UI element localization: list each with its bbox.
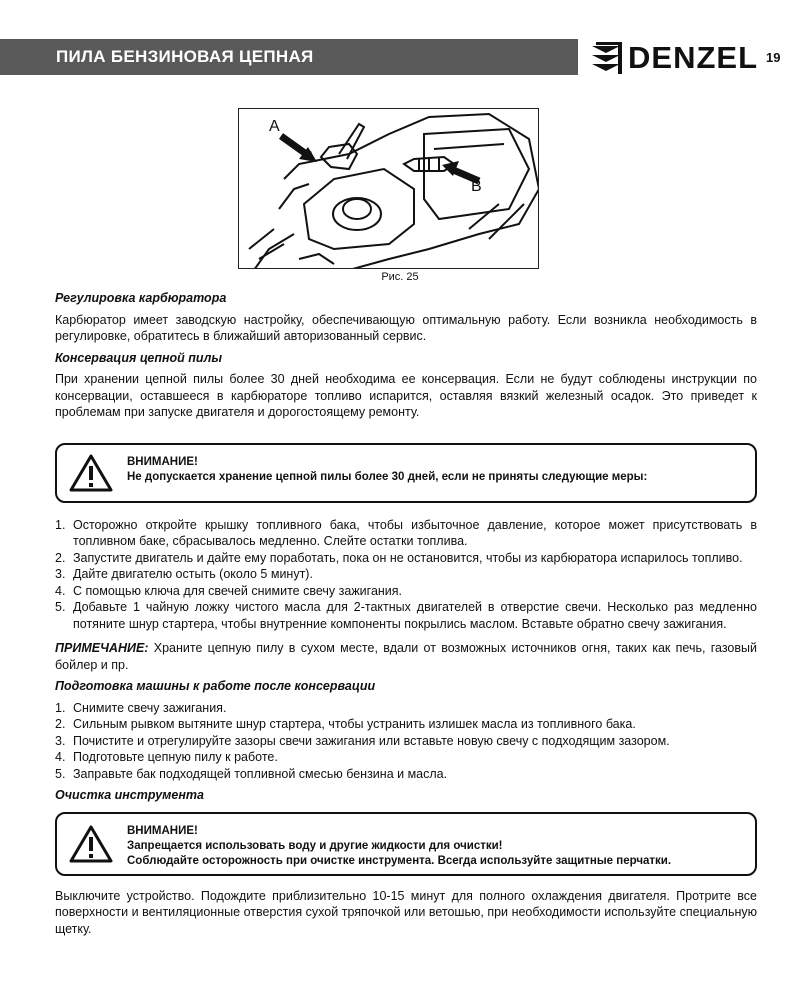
paragraph-conservation: При хранении цепной пилы более 30 дней необходима ее консервация. Если не будут соблюдены инструкции по консервации, оставшееся в карбюраторе топливо испарится, оставляя вязкий железный осадок. Это приведет к проблемам при запуске двигателя и дорогостоящему ремонту. bbox=[55, 372, 757, 419]
main-content bbox=[55, 290, 757, 937]
note-paragraph bbox=[55, 640, 757, 673]
list-item: 1. Снимите свечу зажигания. bbox=[55, 700, 227, 715]
list-item: 3. Дайте двигателю остыть (около 5 минут). bbox=[55, 567, 313, 581]
conservation-steps bbox=[55, 517, 757, 633]
list-item: 1. Осторожно откройте крышку топливного бака, чтобы избыточное давление, которое может присутствовать в топливном баке, сбрасывалось медленно. Слейте остатки топлива. bbox=[55, 517, 757, 548]
warning-box-storage bbox=[55, 443, 757, 503]
section-heading-conservation: Консервация цепной пилы bbox=[55, 350, 223, 365]
list-item: 3. Почистите и отрегулируйте зазоры свечи зажигания или вставьте новую свечу с подходящим зазором. bbox=[55, 733, 670, 748]
section-heading-preparation: Подготовка машины к работе после консервации bbox=[55, 679, 376, 693]
carburetor-illustration bbox=[239, 109, 539, 269]
warning-box-cleaning bbox=[55, 812, 757, 876]
paragraph-carburetor: Карбюратор имеет заводскую настройку, обеспечивающую оптимальную работу. Если возникла необходимость в регулировке, обратитесь в ближайший авторизованный сервис. bbox=[55, 312, 757, 343]
section-heading-carburetor: Регулировка карбюратора bbox=[55, 291, 227, 305]
figure-carburetor bbox=[238, 108, 539, 269]
list-item: 2. Запустите двигатель и дайте ему поработать, пока он не остановится, чтобы из карбюратора испарилось топливо. bbox=[55, 550, 743, 565]
list-item: 4. Подготовьте цепную пилу к работе. bbox=[55, 750, 278, 764]
warning-text: Не допускается хранение цепной пилы более 30 дней, если не приняты следующие меры: bbox=[127, 470, 648, 483]
warning-triangle-icon bbox=[69, 453, 113, 493]
list-item: 4. С помощью ключа для свечей снимите свечу зажигания. bbox=[55, 583, 403, 598]
figure-label-b: B bbox=[471, 178, 482, 195]
section-title: ПИЛА БЕНЗИНОВАЯ ЦЕПНАЯ bbox=[0, 39, 578, 75]
page-number: 19 bbox=[766, 50, 781, 65]
figure-caption: Рис. 25 bbox=[381, 271, 419, 283]
logo-mark-icon bbox=[590, 38, 626, 78]
list-item: 5. Добавьте 1 чайную ложку чистого масла для 2-тактных двигателей в отверстие свечи. Несколько раз медленно потяните шнур стартера, чтобы внутренние компоненты покрылись маслом. Вставьте обратно свечу зажигания. bbox=[55, 600, 757, 631]
warning-text-line1: Запрещается использовать воду и другие жидкости для очистки! bbox=[127, 839, 503, 852]
section-heading-cleaning: Очистка инструмента bbox=[55, 788, 204, 802]
list-item: 5. Заправьте бак подходящей топливной смесью бензина и масла. bbox=[55, 766, 448, 781]
warning-title: ВНИМАНИЕ! bbox=[127, 824, 198, 837]
warning-text-line2: Соблюдайте осторожность при очистке инструмента. Всегда используйте защитные перчатки. bbox=[127, 854, 672, 867]
paragraph-cleaning: Выключите устройство. Подождите приблизительно 10-15 минут для полного охлаждения двигателя. Протрите все поверхности и вентиляционные отверстия сухой тряпочкой или ветошью, при необходимости используйте специальную щетку. bbox=[55, 888, 757, 936]
note-label: ПРИМЕЧАНИЕ: bbox=[55, 641, 149, 655]
preparation-steps bbox=[55, 700, 757, 783]
list-item: 2. Сильным рывком вытяните шнур стартера, чтобы устранить излишек масла из топливного бака. bbox=[55, 717, 636, 731]
warning-title: ВНИМАНИЕ! bbox=[127, 455, 198, 468]
brand-name: DENZEL bbox=[628, 40, 758, 75]
warning-triangle-icon bbox=[69, 824, 113, 864]
brand-logo bbox=[590, 38, 760, 78]
figure-label-a: A bbox=[269, 118, 280, 135]
note-text: Храните цепную пилу в сухом месте, вдали от возможных источников огня, таких как печь, газовый бойлер и пр. bbox=[55, 641, 757, 672]
